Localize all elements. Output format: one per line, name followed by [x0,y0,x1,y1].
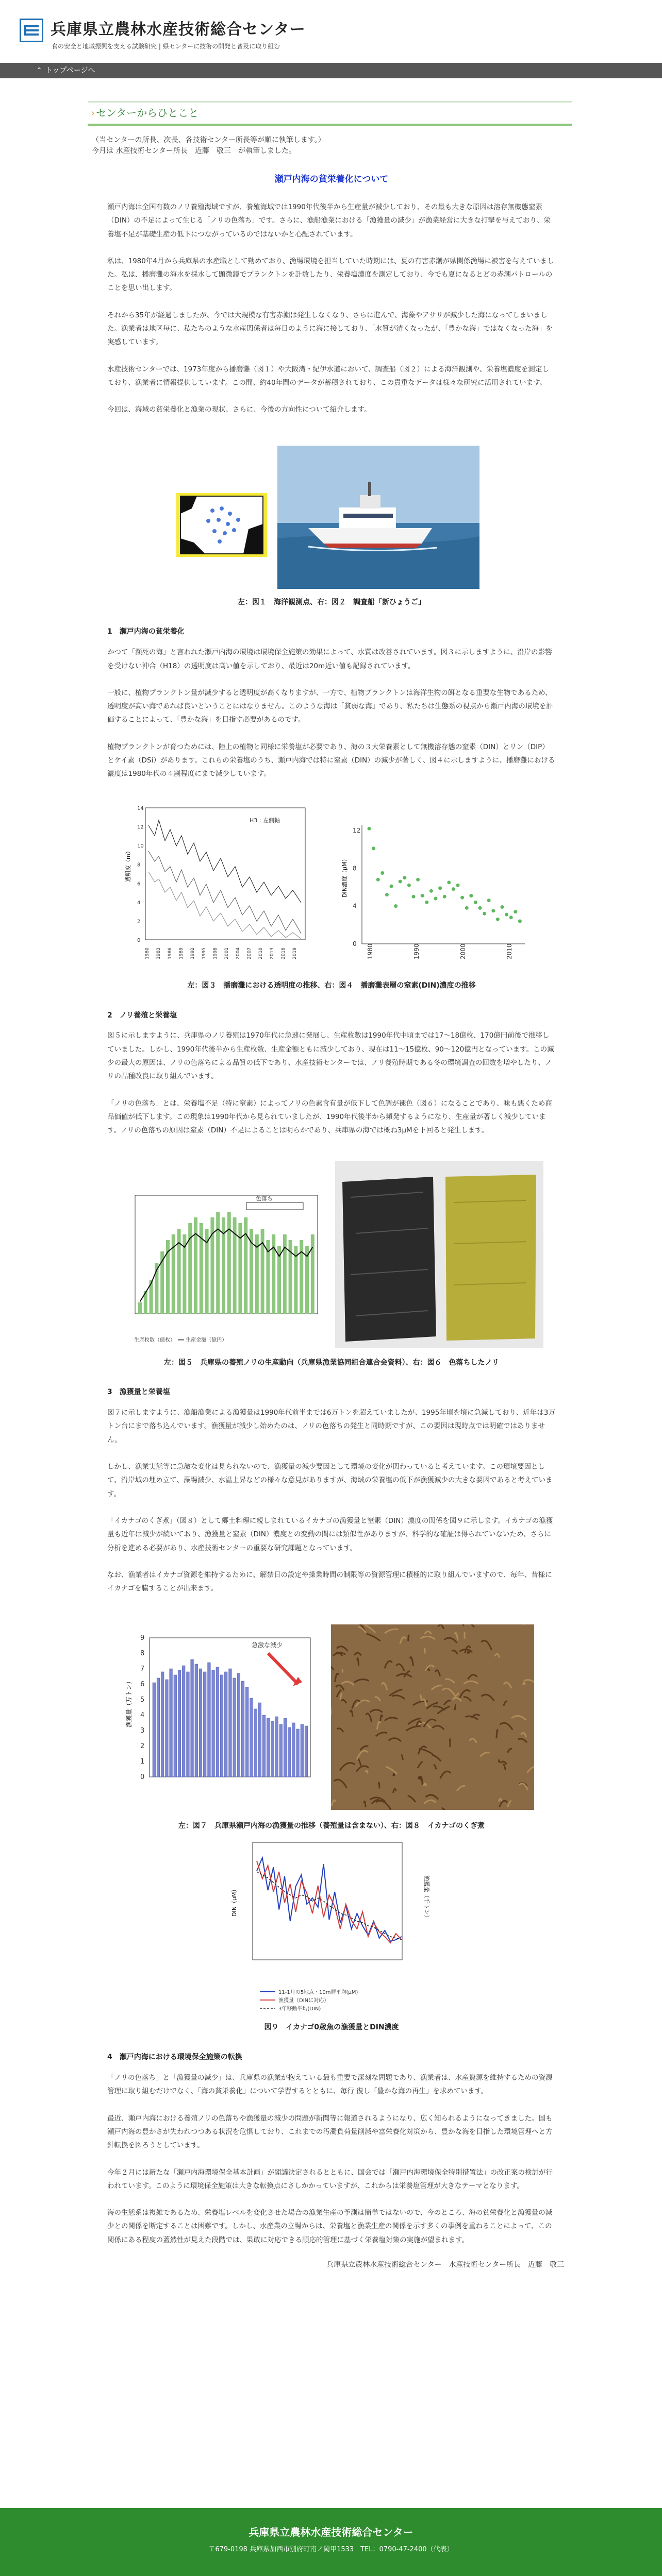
figure-7-bar [279,1724,283,1777]
footer-address: 〒679-0198 兵庫県加西市別府町南ノ岡甲1533 TEL：0790-47-2400（代表） [208,2546,454,2553]
figure-7-bar [174,1675,177,1777]
figure-9-ylabel-left: DIN（μM） [231,1886,238,1917]
figure-4-ytick: 0 [353,940,357,947]
figure-3-ytick: 12 [137,824,144,831]
section-heading-1: 1 瀬戸内海の貧栄養化 [107,628,185,636]
paragraph: 瀬戸内海は全国有数のノリ養殖海域ですが、養殖海域では1990年代後半から生産量が減少しており、その最も大きな原因は溶存無機態窒素（DIN）の不足によって生じる「ノリの色落ち」です。さらに、漁船漁業における「漁獲量の減少」が漁業経営に大きな打撃を与えており、栄養塩不足が基礎生産の低下につながっているのではないかと心配されています。 [107,202,551,239]
figure-4-data-point [505,912,508,916]
figure-4-data-point [491,909,495,912]
figure-7-bar [199,1669,202,1777]
figure-7-bar [224,1672,227,1777]
figure-7-annotation: 急激な減少 [252,1641,283,1649]
figure-8-strand [424,1648,425,1653]
figure-9-ylabel-right: 漁獲量（千トン） [423,1875,430,1921]
figure-7-bar [245,1687,249,1777]
figure-7-bar [305,1726,308,1777]
figure-4-data-point [416,878,420,882]
figure-7-bar [229,1669,232,1777]
figure-3-xtick: 2010 [258,947,263,959]
figure-7-ylabel: 漁獲量（万トン） [125,1677,133,1727]
figure-4-data-point [399,879,402,883]
figure-7-catch-chart [123,1635,319,1810]
paragraph: 図７に示しますように、漁船漁業による漁獲量は1990年代前半までは6万トンを超えていましたが、1995年頃を境に急減しており、近年は3万トン台にまで落ち込んでいます。漁獲量が減少し始めたのは、ノリの色落ちの発生と同時期ですが、この要因は現時点では明確ではありません。 [107,1409,555,1444]
figure-2-research-vessel-photo [277,446,479,589]
figure-3-xtick: 1980 [145,947,150,959]
figure-5-bar [227,1212,231,1314]
figure-3-ytick: 4 [137,900,141,906]
paragraph: かつて「瀕死の海」と言われた瀬戸内海の環境は環境保全施策の効果によって、水質は改善されています。図３に示しますように、沿岸の影響を受けない沖合（H18）の透明度は高い値を示しており、最近は20m近い値も記録されています。 [107,648,552,670]
figure-7-bar [288,1727,291,1777]
figure-4-data-point [483,912,486,916]
figure-3-xtick: 1989 [179,947,184,959]
figure-7-bar [182,1666,185,1777]
site-footer [0,2508,662,2576]
heading-top-rule [88,101,572,103]
section-heading-3: 3 漁獲量と栄養塩 [107,1388,170,1397]
chevron-up-icon: ⌃ [36,66,42,75]
page-heading-block [88,101,572,127]
figure-5-legend: 生産枚数（億枚） ━━ 生産金額（億円） [134,1337,227,1343]
figure-5-bar [311,1234,315,1314]
figure-7-bar [216,1667,219,1777]
figure-7-bar [267,1718,270,1777]
figure-8-strand [340,1692,341,1700]
figure-4-data-point [407,884,411,887]
figure-7-ytick: 8 [140,1649,145,1657]
page-title [91,104,198,122]
figure-3-ytick: 2 [137,919,141,925]
figure-7-ytick: 2 [140,1742,145,1750]
figure-3-xtick: 1983 [156,947,161,959]
figure-1-observation-map [176,493,267,557]
intro-line-1: （当センターの所長、次長、各技術センター所長等が順に執筆します。） [92,136,325,144]
figure-4-data-point [447,880,451,884]
figure-7-ytick: 0 [140,1773,145,1781]
figure-5-bar [283,1234,287,1314]
figure-4-data-point [518,919,522,923]
figure-7-bar [191,1659,194,1777]
figure-4-data-point [465,906,469,910]
figure-3-xtick: 2013 [270,947,275,959]
figure-7-bar [212,1670,215,1777]
figure-3-ylabel: 透明度（m） [125,848,131,882]
paragraph: 今年２月には新たな「瀬戸内海環境保全基本計画」が閣議決定されるとともに、国会では「瀬戸内海環境保全特別措置法」の改正案の検討が行われています。このように環境保全施策は大きな転換点にさしかかっていますが、これからは栄養塩管理が大きなテーマとなります。 [107,2168,553,2190]
paragraph: 水産技術センターでは、1973年度から播磨灘（図１）や大阪湾・紀伊水道において、調査船（図２）による海洋観測や、栄養塩濃度を測定しており、漁業者に情報提供しています。この間、約40年間のデータが蓄積されており、この貴重なデータは様々な研究に活用されています。 [107,365,549,387]
figure-4-data-point [403,876,406,879]
paragraph: 今回は、海域の貧栄養化と漁業の現状、さらに、今後の方向性について紹介します。 [107,405,371,414]
figure-4-din-chart [339,820,535,970]
figure-5-6-caption: 左：図５ 兵庫県の養殖ノリの生産動向（兵庫県漁業協同組合連合会資料）、右：図６ 色落ちしたノリ [164,1358,499,1367]
paragraph: しかし、漁業実態等に急激な変化は見られないので、漁獲量の減少要因として環境の変化が関わっていると考えています。この環境要因として、沿岸域の埋め立て、藻場減少、水温上昇などの様々な意見がありますが、海域の栄養塩の低下が漁獲減少の大きな要因であると考えています。 [107,1463,553,1498]
figure-7-bar [203,1672,206,1777]
figure-7-bar [284,1718,287,1777]
figure-7-bar [157,1678,160,1777]
figure-7-bar [275,1717,278,1777]
paragraph: 私は、1980年4月から兵庫県の水産職として勤めており、漁場環境を担当していた時期には、夏の有害赤潮が県関係漁場に被害を与えていました。私は、播磨灘の海水を採水して顕微鏡でプランクトンを計数したり、栄養塩濃度を測定しており、今でも夏になるとどの赤潮パトロールのことを思い出します。 [107,257,554,293]
figure-4-xtick: 1990 [413,943,420,959]
figure-3-ytick: 8 [137,862,141,868]
figure-4-data-point [443,895,446,899]
figure-4-data-point [390,884,393,888]
figure-4-data-point [429,889,433,893]
figure-5-bar [261,1229,264,1314]
figure-1-2-row [92,446,571,592]
author-signature: 兵庫県立農林水産技術総合センター 水産技術センター所長 近藤 敬三 [326,2261,564,2269]
figure-7-bar [153,1683,156,1777]
site-header [0,0,662,63]
heading-marker-icon: › [91,107,95,119]
figure-9-sandeel-din-chart [229,1839,433,2016]
figure-8-strand [393,1773,394,1776]
figure-4-data-point [469,894,473,897]
figure-4-data-point [474,901,477,904]
figure-5-annotation: 色落ち [256,1195,273,1202]
figure-3-ytick: 6 [137,881,141,887]
figure-7-ytick: 1 [140,1757,145,1766]
figure-4-data-point [372,846,375,850]
figure-4-data-point [380,871,384,875]
figure-8-strand [450,1739,451,1747]
figure-5-bar [177,1229,181,1314]
figure-3-4-caption: 左：図３ 播磨灘における透明度の推移、右：図４ 播磨灘表層の窒素(DIN)濃度の推移 [187,981,476,990]
paragraph: 海の生態系は複雑であるため、栄養塩レベルを変化させた場合の漁業生産の予測は簡単ではないので、今のところ、海の貧栄養化と漁獲量の減少との関係を断定することは困難です。しかし、水産業の立場からは、栄養塩と漁業生産の関係を示す多くの事例を重ねることによって、この関係にある程度の蓋然性が見えた段階では、果敢に対応できる順応的管理に基づく栄養塩対策の実施が望まれます。 [107,2209,553,2244]
figure-3-xtick: 2007 [247,947,252,959]
figure-4-data-point [478,906,482,910]
figure-7-bar [178,1670,181,1777]
figure-4-data-point [487,899,491,902]
figure-4-data-point [376,878,380,882]
figure-7-bar [187,1672,190,1777]
figure-4-ytick: 12 [353,826,361,834]
figure-8-kugini-photo [331,1624,534,1810]
figure-3-xtick: 1995 [202,947,207,959]
figure-5-bar [233,1217,237,1314]
figure-7-bar [258,1703,261,1777]
figure-5-bar [194,1217,197,1314]
figure-4-ytick: 8 [353,865,357,872]
figure-3-ytick: 10 [137,843,144,849]
figure-7-ytick: 7 [140,1665,145,1673]
figure-3-xtick: 1998 [213,947,218,959]
site-title[interactable]: 兵庫県立農林水産技術総合センター [51,21,306,39]
figure-4-data-point [425,901,428,904]
figure-7-bar [166,1680,169,1777]
figure-5-bar [210,1217,214,1314]
figure-4-data-point [412,895,416,899]
figure-5-bar [222,1217,225,1314]
figure-5-bar [216,1212,220,1314]
paragraph: 「イカナゴのくぎ煮」（図８）として郷土料理に親しまれているイカナゴの漁獲量と窒素（DIN）濃度の関係を図９に示します。イカナゴの漁獲量も近年は減少が続いており、漁獲量と窒素（DIN）濃度との変動の間には類似性がありますが、科学的な確証は得られていないため、さらに分析を進める必要があり、水産技術センターの重要な研究課題となっています。 [107,1516,553,1552]
figure-7-8-row [92,1624,571,1815]
figure-7-bar [195,1664,198,1777]
figure-8-strand [499,1760,500,1762]
figure-3-ytick: 0 [137,937,141,943]
figure-7-bar [208,1663,211,1777]
figure-7-ytick: 5 [140,1696,145,1704]
figure-3-xtick: 1992 [190,947,195,959]
figure-4-data-point [496,918,500,921]
figure-4-data-point [501,905,504,909]
figure-7-bar [254,1709,257,1777]
main-content [92,135,571,2272]
figure-3-xtick: 1986 [168,947,173,959]
figure-7-bar [161,1672,164,1777]
figure-6-discolored-nori-photo [335,1161,543,1348]
nav-top-page-label: トップページへ [45,66,95,75]
site-subtitle: 食の安全と地域振興を支える試験研究 | 県センターに技術の開発と普及に取り組む [52,43,280,50]
figure-7-bar [262,1715,266,1777]
intro-line-2: 今月は 水産技術センター所長 近藤 敬三 が執筆しました。 [92,147,296,155]
paragraph: 「ノリの色落ち」と「漁獲量の減少」は、兵庫県の漁業が抱えている最も重要で深刻な問題であり、漁業者は、水産資源を維持するための資源管理に取り組むだけでなく、「海の貧栄養化」について学習するとともに、毎行 復し「豊かな海の再生」を求めています。 [107,2073,553,2096]
figure-1-2-caption: 左：図１ 海洋観測点、右：図２ 調査船「新ひょうご」 [238,598,425,606]
paragraph: 最近、瀬戸内海における養殖ノリの色落ちや漁獲量の減少の問題が新聞等に報道されるようになり、広く知られるようになってきました。国も瀬戸内海の豊かさが失われつつある状況を危惧しており、これまでの汚濁負荷量削減や富栄養化対策から、豊かな海を目指した環境管理へと方針転換を図ろうとしています。 [107,2114,553,2150]
figure-4-xtick: 2010 [506,943,513,959]
heading-bottom-rule [88,124,572,126]
figure-4-data-point [394,904,398,908]
paragraph: 「ノリの色落ち」とは、栄養塩不足（特に窒素）によってノリの色素含有量が低下して色調が褪色（図６）になることであり、味も悪くため商品価値が低下します。この現象は1990年代から見られていましたが、1990年代後半から頻発するようになり、生産量が著しく減少しています。ノリの色落ちの原因は窒素（DIN）不足によることは明らかであり、兵庫県の海では概ね3μMを下回ると発生します。 [107,1099,552,1135]
figure-9-caption: 図９ イカナゴ0歳魚の漁獲量とDIN濃度 [264,2023,399,2032]
figure-8-strand [378,1782,379,1788]
figure-7-ytick: 4 [140,1711,145,1719]
figure-5-bar [138,1302,142,1314]
nav-bar [0,63,662,78]
paragraph: 一般に、植物プランクトン量が減少すると透明度が高くなりますが、一方で、植物プランクトンは海洋生物の餌となる重要な生物であるため、透明度が高い海であれば良いということにはなりません。このような海は「貧弱な海」であり、私たちは生態系の視点から瀬戸内海の環境を評価することによって、「豊かな海」を目指す必要があるのです。 [107,688,553,724]
nav-top-page-link[interactable] [36,65,95,77]
intro-block [92,135,571,157]
figure-7-bar [233,1678,236,1777]
figure-3-xtick: 2004 [236,947,241,959]
figure-7-8-caption: 左：図７ 兵庫県瀬戸内海の漁獲量の推移（養殖量は含まない）、右：図８ イカナゴのくぎ煮 [178,1821,485,1830]
footer-org-name: 兵庫県立農林水産技術総合センター [249,2526,413,2538]
prefecture-logo-icon[interactable] [20,19,43,42]
page-title-text: センターからひとこと [96,107,199,119]
figure-4-data-point [509,916,513,919]
figure-7-ytick: 9 [140,1634,145,1642]
paragraph: 図５に示しますように、兵庫県のノリ養殖は1970年代に急速に発展し、生産枚数は1990年代中頃までは17～18億枚、170億円前後で推移していました。しかし、1990年代後半から生産枚数、生産金額ともに減少しており、現在は11～15億枚、90～120億円となっています。この減少の最大の原因は、ノリの色落ちによる品質の低下であり、水産技術センターでは、ノリ養殖時期である冬の環境調査の回数を増やしたり、ノリの品種改良に取り組んでいます。 [107,1031,554,1081]
figure-7-bar [250,1698,253,1777]
figure-5-6-row [92,1161,571,1352]
figure-4-data-point [421,894,424,897]
figure-9-legend-3: 3年移動平均(DIN) [278,2006,321,2012]
figure-7-bar [271,1721,274,1777]
figure-7-bar [241,1681,244,1777]
figure-5-nori-production-chart [123,1192,327,1347]
figure-3-ytick: 14 [137,805,144,811]
section-heading-4: 4 瀬戸内海における環境保全施策の転換 [107,2053,242,2062]
article-title: 瀬戸内海の貧栄養化について [274,174,389,184]
figure-3-legend: H3 : 左側軸 [250,817,280,824]
figure-5-bar [272,1234,275,1314]
figure-7-bar [237,1673,240,1777]
figure-7-bar [301,1724,304,1777]
paragraph: それから35年が経過しましたが、今では大規模な有害赤潮は発生しなくなり、さらに進んで、海藻やアサリが減少した海になってしまいました。漁業者は地区毎に、私たちのような水産関係者は毎日のように海に接しており、「水質が清くなったが、「豊かな海」ではなくなった海」を実感しています。 [107,311,553,347]
figure-3-xtick: 2019 [292,947,297,959]
figure-4-xtick: 2000 [459,943,467,959]
figure-4-ytick: 4 [353,902,357,910]
figure-3-transparency-chart [123,805,317,970]
figure-4-data-point [456,884,460,887]
figure-4-data-point [460,895,464,899]
figure-4-data-point [452,887,455,891]
figure-3-4-row [92,805,571,975]
figure-4-data-point [368,827,371,831]
figure-8-strand [408,1635,409,1641]
section-heading-2: 2 ノリ養殖と栄養塩 [107,1011,177,1020]
figure-7-bar [296,1729,300,1777]
figure-7-ytick: 3 [140,1726,145,1735]
figure-4-data-point [514,910,517,913]
figure-7-bar [170,1669,173,1777]
figure-4-data-point [438,886,442,890]
figure-9-row [92,1839,571,2019]
figure-3-xtick: 2016 [281,947,286,959]
figure-4-data-point [434,896,438,900]
figure-7-ytick: 6 [140,1680,145,1688]
figure-5-bar [244,1217,247,1314]
paragraph: 植物プランクトンが育つためには、陸上の植物と同様に栄養塩が必要であり、海の３大栄養素として無機溶存態の窒素（DIN）とリン（DIP）とケイ素（DSi）があります。これらの栄養塩のうち、瀬戸内海では特に窒素（DIN）の減少が著しく、図４に示しますように、播磨灘における濃度は1980年代の４割程度にまで減少しています。 [107,742,555,778]
figure-4-data-point [385,893,389,896]
figure-4-ylabel: DIN濃度（μM） [341,856,348,897]
figure-3-xtick: 2001 [224,947,229,959]
figure-9-legend-1: 11-1月の5地点・10m層平均(μM) [278,1990,358,1996]
figure-7-bar [292,1723,295,1777]
paragraph: なお、漁業者はイカナゴ資源を維持するために、解禁日の設定や操業時間の制限等の資源管理に積極的に取り組んでいますので、毎年、昔様にイカナゴを脇することが出来ます。 [107,1570,552,1593]
figure-9-legend-2: 漁獲量（DINに対応） [278,1998,329,2004]
figure-4-xtick: 1980 [367,943,374,959]
figure-7-bar [220,1675,223,1777]
